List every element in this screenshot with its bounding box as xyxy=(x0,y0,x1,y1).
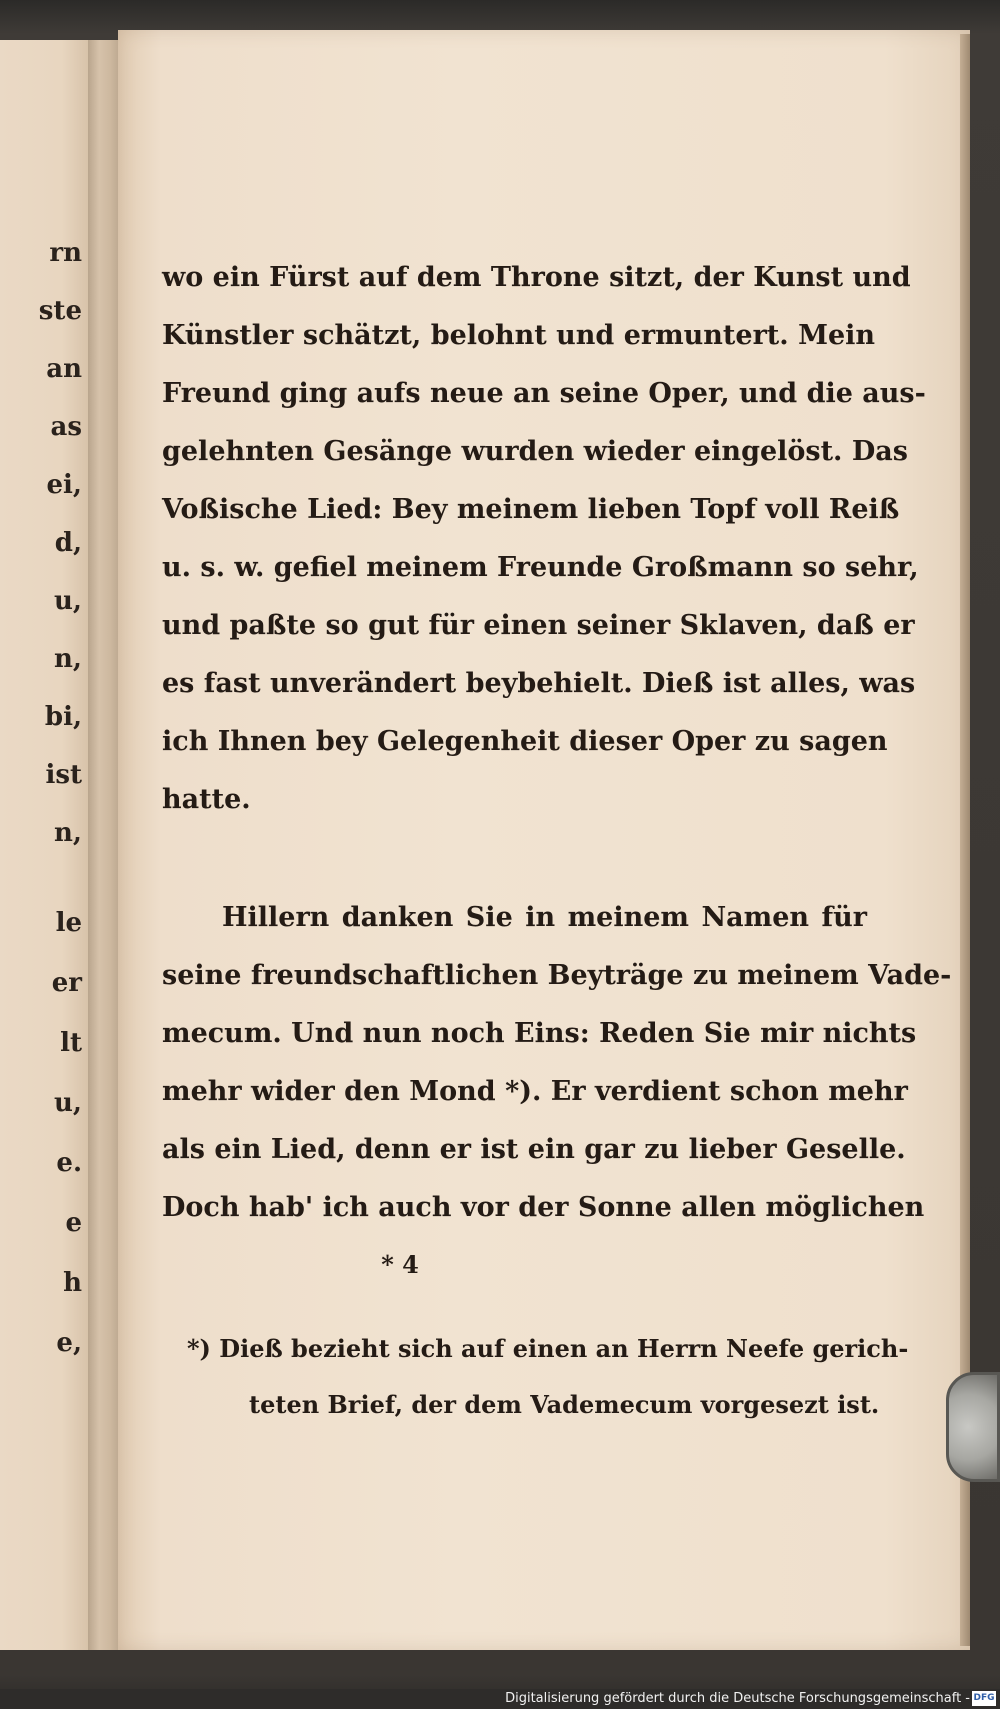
left-line-fragment: an xyxy=(46,354,82,384)
left-line-fragment: e. xyxy=(56,1148,82,1178)
footer-credit: Digitalisierung gefördert durch die Deutsche Forschungsgemeinschaft - xyxy=(505,1691,970,1706)
left-line-fragment: u, xyxy=(54,586,82,616)
left-line-fragment: er xyxy=(51,968,82,998)
left-line-fragment: lt xyxy=(60,1028,82,1058)
footer-bar xyxy=(0,1689,1000,1709)
text-line: ich Ihnen bey Gelegenheit dieser Oper zu sagen xyxy=(162,726,888,757)
left-line-fragment: ist xyxy=(45,760,82,790)
text-line: mehr wider den Mond *). Er verdient schon mehr xyxy=(162,1076,908,1107)
text-line: mecum. Und nun noch Eins: Reden Sie mir nichts xyxy=(162,1018,917,1049)
left-line-fragment: n, xyxy=(54,818,82,848)
footnote-line: *) Dieß bezieht sich auf einen an Herrn Neefe gerich- xyxy=(187,1334,909,1363)
left-line-fragment: le xyxy=(55,908,82,938)
left-line-fragment: n, xyxy=(54,644,82,674)
text-line: wo ein Fürst auf dem Throne sitzt, der Kunst und xyxy=(162,262,911,293)
left-line-fragment: e, xyxy=(56,1328,82,1358)
text-line: Voßische Lied: Bey meinem lieben Topf voll Reiß xyxy=(162,494,900,525)
text-line: Doch hab' ich auch vor der Sonne allen möglichen xyxy=(162,1192,925,1223)
text-line: es fast unverändert beybehielt. Dieß ist alles, was xyxy=(162,668,916,699)
left-line-fragment: as xyxy=(50,412,82,442)
left-line-fragment: ste xyxy=(38,296,82,326)
text-line: und paßte so gut für einen seiner Sklaven, daß er xyxy=(162,610,915,641)
left-line-fragment: u, xyxy=(54,1088,82,1118)
footnote-line: teten Brief, der dem Vademecum vorgesezt ist. xyxy=(249,1390,880,1419)
text-line: u. s. w. gefiel meinem Freunde Großmann so sehr, xyxy=(162,552,919,583)
left-line-fragment: e xyxy=(65,1208,82,1238)
text-line: gelehnten Gesänge wurden wieder eingelöst. Das xyxy=(162,436,908,467)
signature-mark: * 4 xyxy=(381,1250,419,1279)
page-clip xyxy=(946,1372,1000,1482)
text-line: Künstler schätzt, belohnt und ermuntert. Mein xyxy=(162,320,876,351)
left-line-fragment: rn xyxy=(49,238,82,268)
left-line-fragment: h xyxy=(63,1268,82,1298)
left-line-fragment: bi, xyxy=(44,702,82,732)
text-line: als ein Lied, denn er ist ein gar zu lieber Geselle. xyxy=(162,1134,906,1165)
text-line: seine freundschaftlichen Beyträge zu meinem Vade- xyxy=(162,960,952,991)
text-line: Hillern danken Sie in meinem Namen für xyxy=(222,902,867,933)
text-line: hatte. xyxy=(162,784,251,815)
dfg-logo: DFG xyxy=(972,1691,996,1706)
left-line-fragment: d, xyxy=(54,528,82,558)
left-line-fragment: ei, xyxy=(46,470,82,500)
text-line: Freund ging aufs neue an seine Oper, und die aus- xyxy=(162,378,926,409)
book-gutter xyxy=(88,40,120,1650)
left-page-edge xyxy=(0,40,88,1650)
